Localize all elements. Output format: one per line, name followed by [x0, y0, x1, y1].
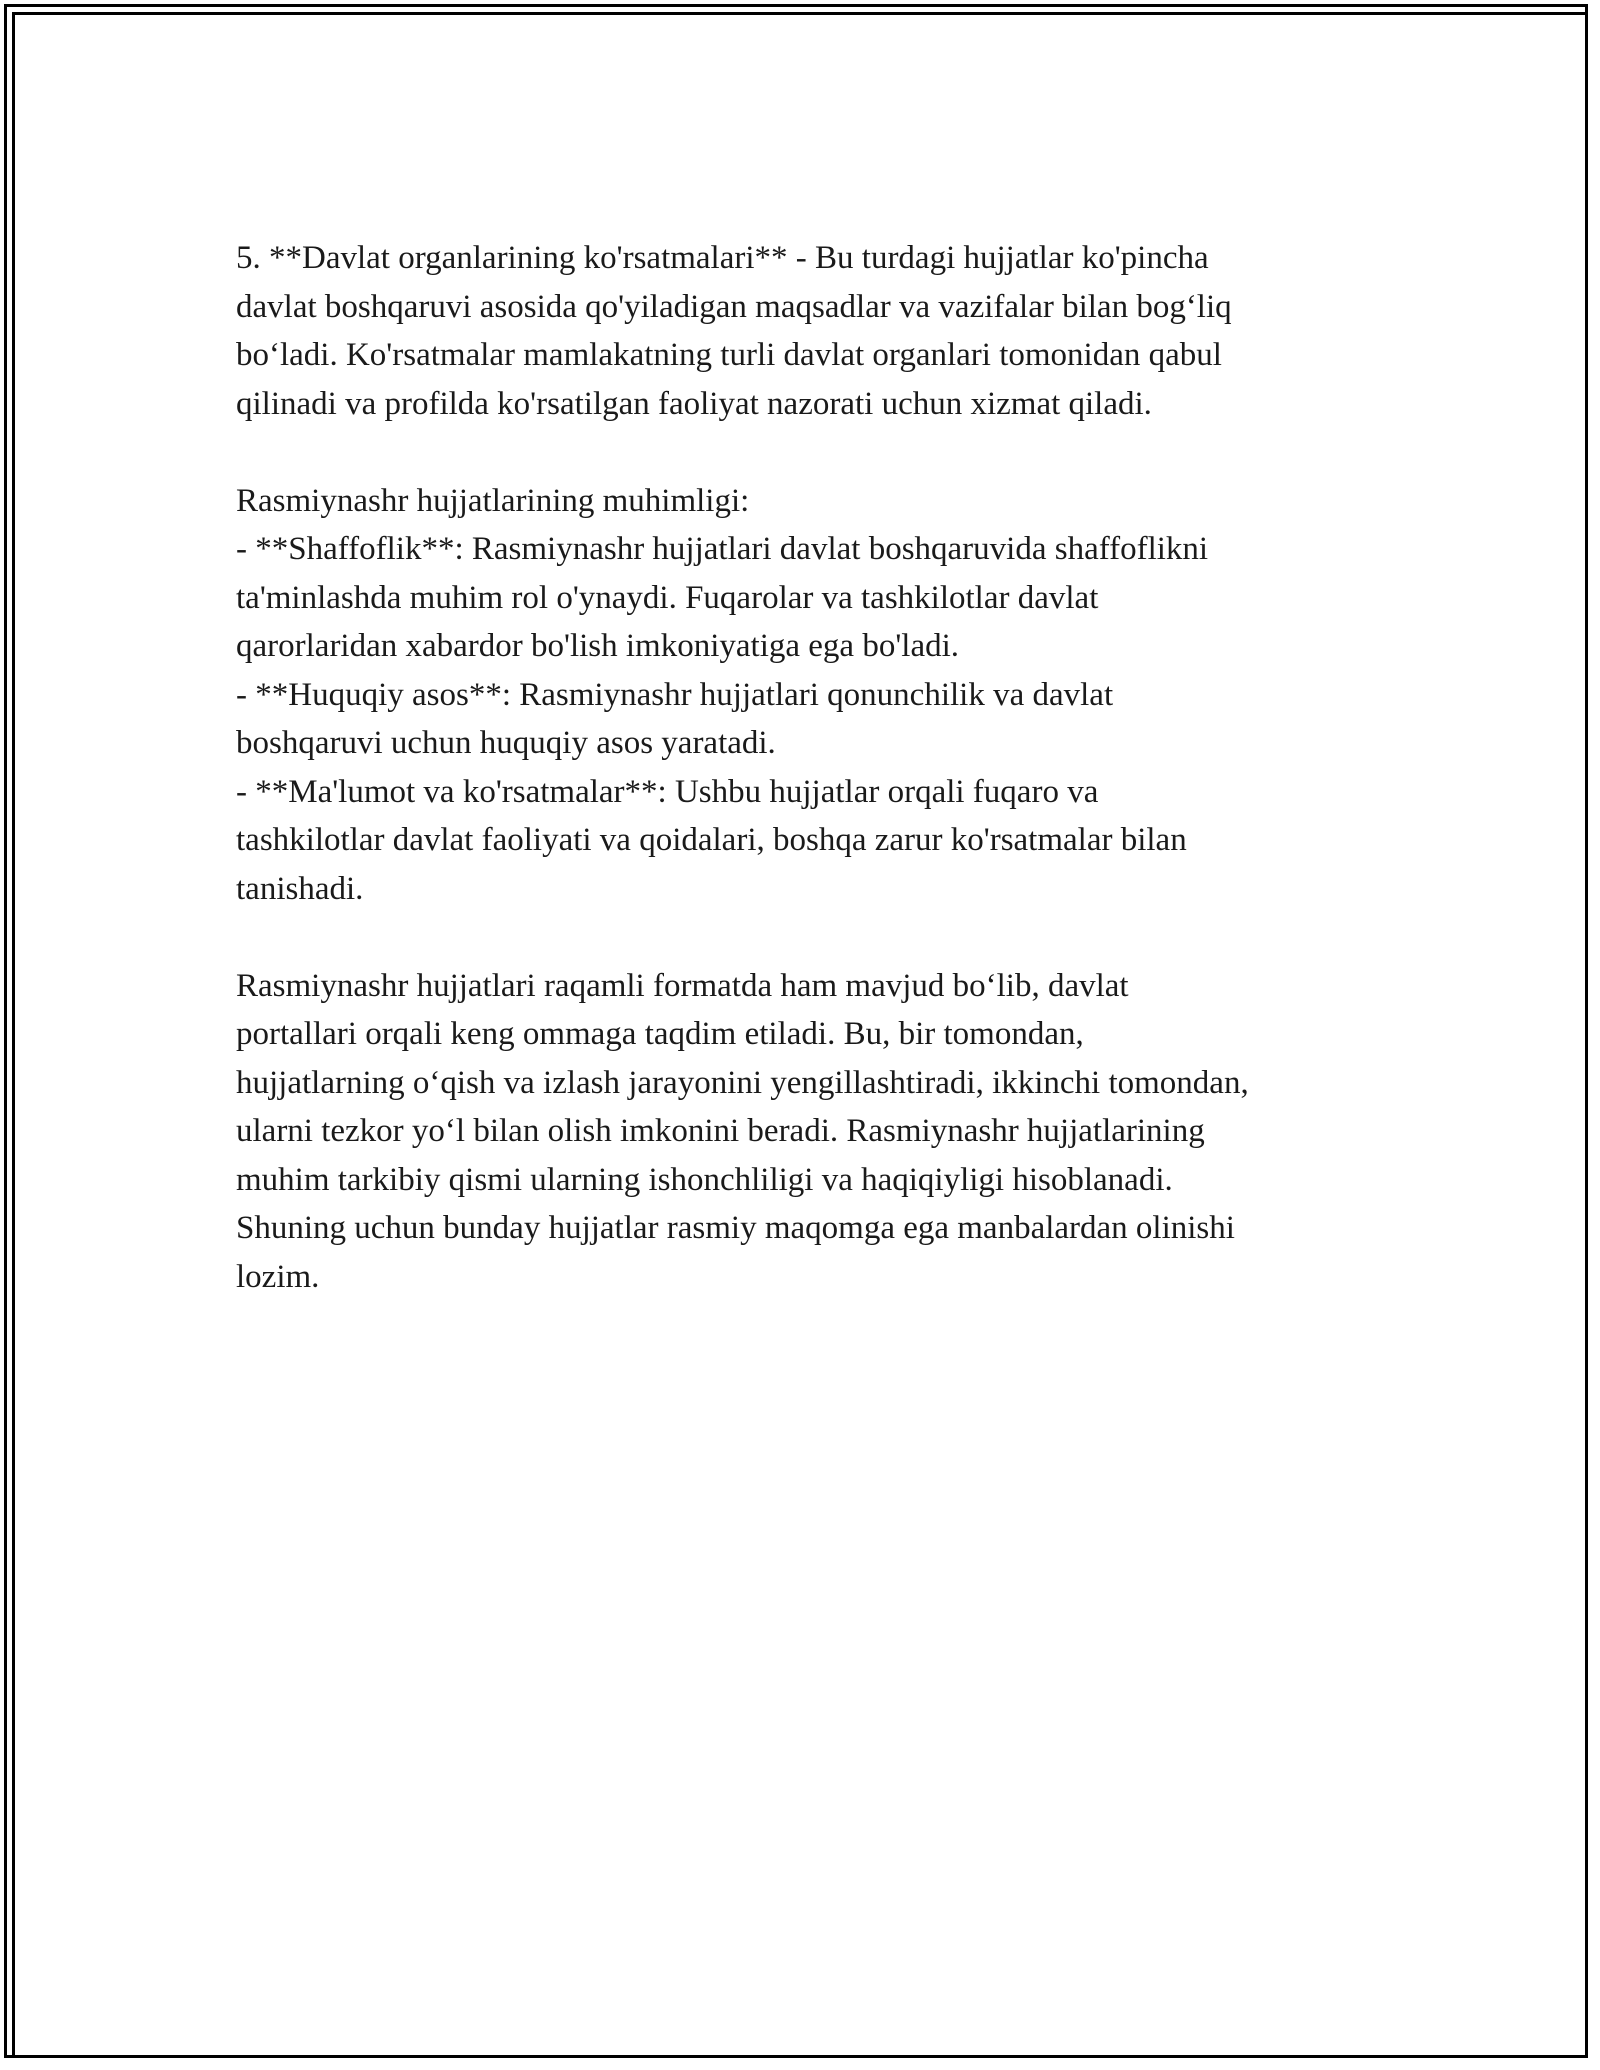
paragraph-importance [236, 477, 1376, 914]
text-line: muhim tarkibiy qismi ularning ishonchliligi va haqiqiyligi hisoblanadi. [236, 1161, 1173, 1198]
text-line: - **Shaffoflik**: Rasmiynashr hujjatlari davlat boshqaruvida shaffoflikni [236, 531, 1209, 567]
text-line: boshqaruvi uchun huquqiy asos yaratadi. [236, 725, 776, 761]
text-line: tanishadi. [236, 870, 364, 907]
text-line: tashkilotlar davlat faoliyati va qoidalari, boshqa zarur ko'rsatmalar bilan [236, 822, 1187, 858]
text-line: qilinadi va profilda ko'rsatilgan faoliyat nazorati uchun xizmat qiladi. [236, 385, 1152, 422]
document-body [236, 234, 1376, 1301]
text-line: ta'minlashda muhim rol o'ynaydi. Fuqarolar va tashkilotlar davlat [236, 579, 1099, 616]
text-line: ularni tezkor yo‘l bilan olish imkonini beradi. Rasmiynashr hujjatlarining [236, 1113, 1205, 1149]
paragraph-directives [236, 234, 1376, 428]
text-line: 5. **Davlat organlarining ko'rsatmalari** - Bu turdagi hujjatlar ko'pincha [236, 240, 1209, 276]
paragraph-digital-format [236, 962, 1376, 1302]
text-line: davlat boshqaruvi asosida qo'yiladigan maqsadlar va vazifalar bilan bog‘liq [236, 288, 1232, 325]
text-line: qarorlaridan xabardor bo'lish imkoniyatiga ega bo'ladi. [236, 628, 960, 664]
text-line: Shuning uchun bunday hujjatlar rasmiy maqomga ega manbalardan olinishi [236, 1210, 1235, 1246]
text-line: hujjatlarning o‘qish va izlash jarayonini yengillashtiradi, ikkinchi tomondan, [236, 1064, 1249, 1101]
text-line: - **Ma'lumot va ko'rsatmalar**: Ushbu hujjatlar orqali fuqaro va [236, 773, 1099, 810]
paragraph-gap [236, 913, 1376, 962]
text-line: Rasmiynashr hujjatlari raqamli formatda ham mavjud bo‘lib, davlat [236, 967, 1129, 1004]
text-line: - **Huquqiy asos**: Rasmiynashr hujjatlari qonunchilik va davlat [236, 676, 1114, 713]
paragraph-gap [236, 428, 1376, 477]
text-line: bo‘ladi. Ko'rsatmalar mamlakatning turli davlat organlari tomonidan qabul [236, 337, 1222, 373]
text-line: lozim. [236, 1258, 320, 1295]
text-line: portallari orqali keng ommaga taqdim etiladi. Bu, bir tomondan, [236, 1016, 1084, 1052]
section-heading: Rasmiynashr hujjatlarining muhimligi: [236, 482, 750, 519]
